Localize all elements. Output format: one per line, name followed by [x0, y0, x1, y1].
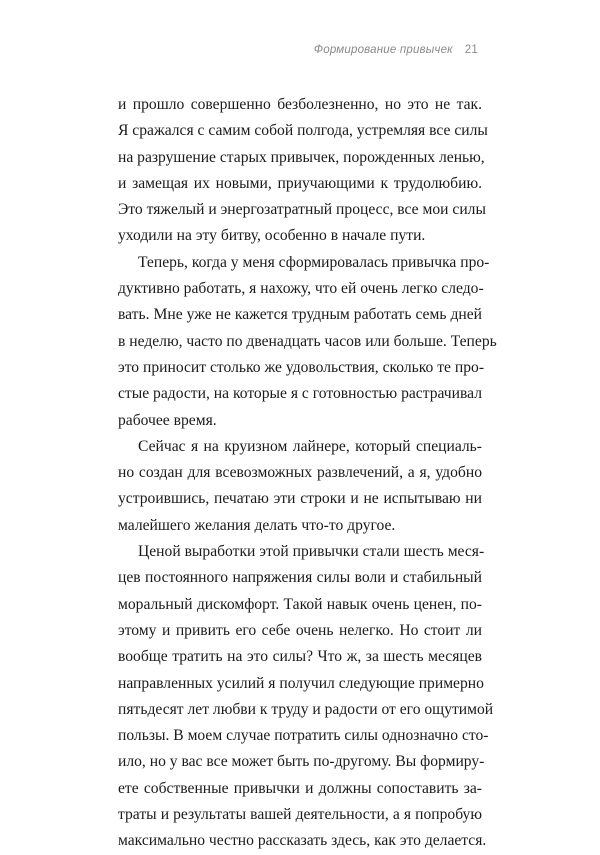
text-line: Это тяжелый и энергозатратный процесс, все мои силы: [118, 201, 486, 219]
text-line: цев постоянного напряжения силы воли и стабильный: [118, 569, 482, 587]
text-line: и прошло совершенно безболезненно, но это не так.: [118, 96, 482, 113]
text-line: в неделю, часто по двенадцать часов или больше. Теперь: [118, 332, 497, 350]
text-line: ете собственные привычки и должны сопоставить за-: [118, 779, 482, 797]
text-line: рабочее время.: [118, 411, 217, 429]
text-line: направленных усилий я получил следующие примерно: [118, 674, 484, 692]
text-line: Сейчас я на круизном лайнере, который специаль-: [138, 437, 482, 455]
running-header: [314, 44, 478, 56]
text-line: Теперь, когда у меня сформировалась привычка про-: [138, 253, 490, 271]
page-number: 21: [464, 44, 478, 56]
text-line: устроившись, печатаю эти строки и не испытываю ни: [118, 490, 482, 508]
text-line: моральный дискомфорт. Такой навык очень ценен, по-: [118, 595, 482, 613]
body-text: [118, 92, 497, 855]
text-line: уходили на эту битву, особенно в начале пути.: [118, 227, 426, 245]
text-line: этому и привить его себе очень нелегко. Но стоит ли: [118, 621, 482, 639]
text-line: дуктивно работать, я нахожу, что ей очень легко следо-: [118, 280, 484, 298]
text-line: Ценой выработки этой привычки стали шесть меся-: [138, 543, 485, 561]
text-line: траты и результаты вашей деятельности, а я попробую: [118, 806, 482, 824]
text-line: стые радости, на которые я с готовностью растрачивал: [118, 385, 482, 403]
text-line: ило, но у вас все может быть по-другому. Вы формиру-: [118, 753, 485, 771]
text-line: на разрушение старых привычек, порожденных ленью,: [118, 148, 485, 166]
text-line: но создан для всевозможных развлечений, а я, удобно: [118, 464, 482, 482]
text-line: это приносит столько же удовольствия, сколько те про-: [118, 358, 485, 376]
text-line: вать. Мне уже не кажется трудным работать семь дней: [118, 306, 482, 324]
text-line: пятьдесят лет любви к труду и радости от его ощутимой: [118, 700, 494, 718]
text-line: малейшего желания делать что-то другое.: [118, 516, 396, 534]
text-line: максимально честно рассказать здесь, как это делается.: [118, 832, 487, 850]
text-line: и замещая их новыми, приучающими к трудолюбию.: [118, 174, 482, 192]
text-line: пользы. В моем случае потратить силы однозначно сто-: [118, 727, 489, 745]
chapter-title: Формирование привычек: [313, 44, 453, 56]
text-line: Я сражался с самим собой полгода, устремляя все силы: [118, 122, 488, 140]
text-line: вообще тратить на это силы? Что ж, за шесть месяцев: [118, 648, 482, 666]
